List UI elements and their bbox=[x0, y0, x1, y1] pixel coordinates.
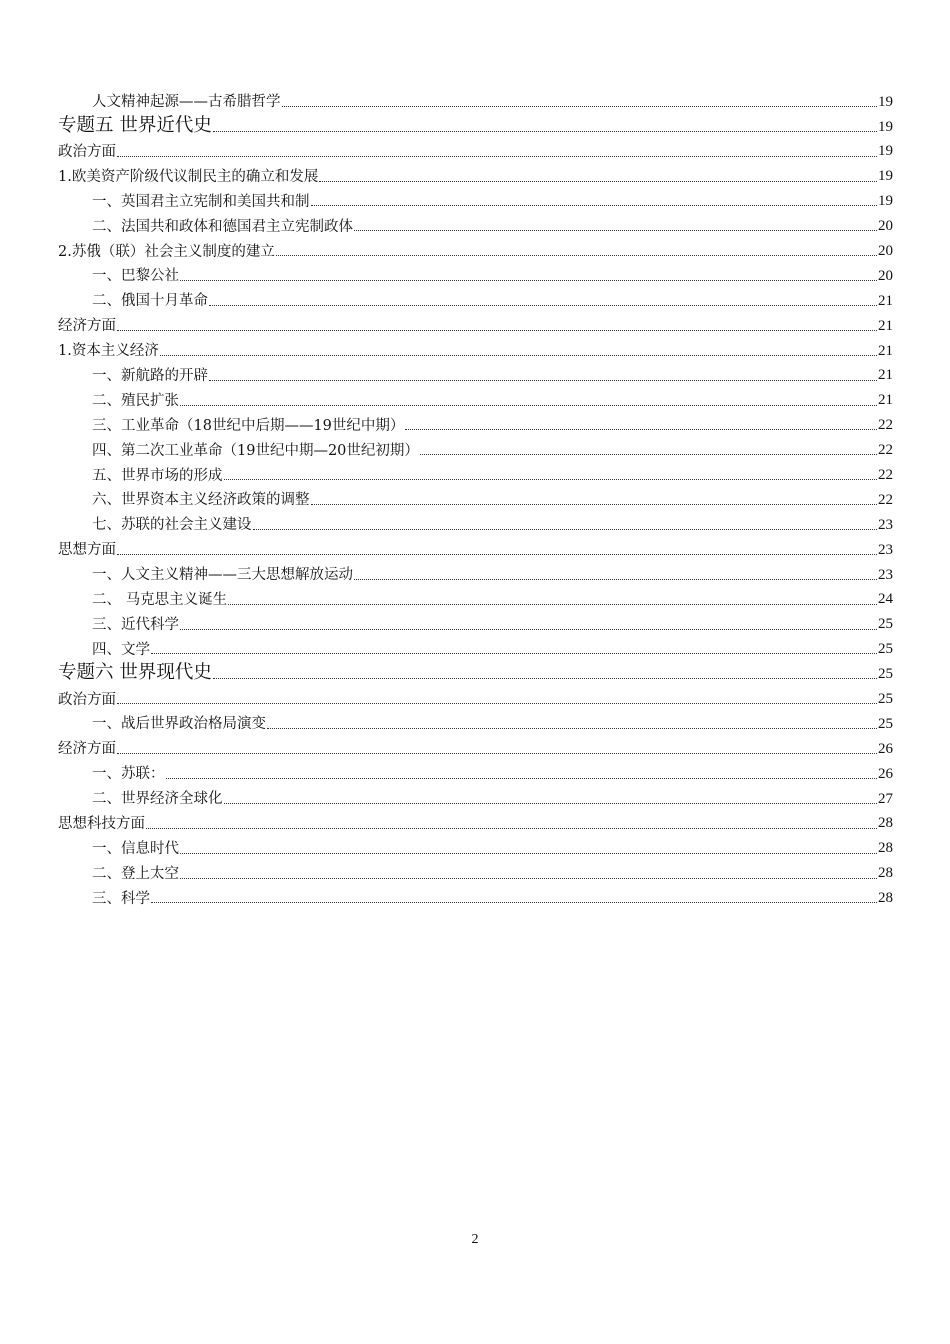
toc-entry-title: 人文精神起源——古希腊哲学 bbox=[92, 94, 281, 111]
toc-entry-title: 一、苏联： bbox=[92, 766, 165, 783]
toc-entry-title: 经济方面 bbox=[58, 318, 116, 335]
toc-dot-leader bbox=[420, 454, 877, 455]
table-of-contents bbox=[58, 86, 893, 907]
toc-page-number: 28 bbox=[878, 890, 893, 907]
toc-page-number: 21 bbox=[878, 342, 893, 359]
toc-page-number: 19 bbox=[878, 118, 893, 135]
toc-entry-title: 思想方面 bbox=[58, 542, 116, 559]
toc-dot-leader bbox=[213, 678, 877, 679]
toc-page-number: 19 bbox=[878, 168, 893, 185]
toc-dot-leader bbox=[146, 828, 877, 829]
toc-entry-title: 三、近代科学 bbox=[92, 616, 179, 633]
toc-entry[interactable] bbox=[58, 360, 893, 385]
toc-entry[interactable] bbox=[58, 509, 893, 534]
toc-entry-title: 1.欧美资产阶级代议制民主的确立和发展 bbox=[58, 168, 319, 185]
toc-entry-title: 二、登上太空 bbox=[92, 865, 179, 882]
toc-dot-leader bbox=[282, 106, 878, 107]
toc-entry[interactable] bbox=[58, 161, 893, 186]
toc-page-number: 23 bbox=[878, 541, 893, 558]
toc-dot-leader bbox=[224, 479, 878, 480]
toc-dot-leader bbox=[253, 529, 878, 530]
toc-page-number: 26 bbox=[878, 765, 893, 782]
toc-page-number: 20 bbox=[878, 242, 893, 259]
toc-dot-leader bbox=[180, 629, 877, 630]
toc-page-number: 25 bbox=[878, 666, 893, 683]
toc-entry[interactable] bbox=[58, 260, 893, 285]
toc-entry[interactable] bbox=[58, 210, 893, 235]
toc-dot-leader bbox=[117, 554, 877, 555]
toc-page-number: 21 bbox=[878, 317, 893, 334]
toc-entry-title: 2.苏俄（联）社会主义制度的建立 bbox=[58, 243, 275, 260]
toc-entry-title: 四、第二次工业革命（19世纪中期—20世纪初期） bbox=[92, 442, 419, 459]
toc-page-number: 19 bbox=[878, 193, 893, 210]
toc-entry-title: 一、信息时代 bbox=[92, 840, 179, 857]
toc-entry[interactable] bbox=[58, 708, 893, 733]
page-number: 2 bbox=[471, 1232, 479, 1247]
toc-entry-title: 专题六 世界现代史 bbox=[58, 662, 212, 684]
toc-page-number: 21 bbox=[878, 292, 893, 309]
toc-page-number: 28 bbox=[878, 815, 893, 832]
toc-page-number: 28 bbox=[878, 865, 893, 882]
toc-dot-leader bbox=[166, 778, 878, 779]
toc-dot-leader bbox=[311, 205, 878, 206]
toc-dot-leader bbox=[354, 230, 877, 231]
toc-entry-title: 二、世界经济全球化 bbox=[92, 791, 223, 808]
toc-dot-leader bbox=[213, 131, 877, 132]
toc-page-number: 21 bbox=[878, 392, 893, 409]
toc-dot-leader bbox=[180, 280, 877, 281]
toc-entry-title: 1.资本主义经济 bbox=[58, 343, 159, 360]
toc-page-number: 20 bbox=[878, 218, 893, 235]
toc-page-number: 19 bbox=[878, 143, 893, 160]
toc-entry-title: 四、文学 bbox=[92, 641, 150, 658]
toc-page-number: 25 bbox=[878, 616, 893, 633]
toc-page-number: 22 bbox=[878, 442, 893, 459]
toc-entry[interactable] bbox=[58, 310, 893, 335]
toc-entry-title: 三、科学 bbox=[92, 890, 150, 907]
toc-dot-leader bbox=[151, 902, 877, 903]
toc-entry[interactable] bbox=[58, 385, 893, 410]
toc-page-number: 27 bbox=[878, 790, 893, 807]
toc-entry-title: 专题五 世界近代史 bbox=[58, 114, 212, 136]
toc-dot-leader bbox=[209, 380, 877, 381]
toc-dot-leader bbox=[151, 653, 877, 654]
toc-page-number: 19 bbox=[878, 93, 893, 110]
toc-entry-title: 二、 马克思主义诞生 bbox=[92, 592, 228, 609]
toc-dot-leader bbox=[228, 604, 877, 605]
toc-dot-leader bbox=[311, 504, 878, 505]
toc-entry[interactable] bbox=[58, 136, 893, 161]
toc-dot-leader bbox=[180, 853, 877, 854]
toc-page-number: 24 bbox=[878, 591, 893, 608]
toc-page-number: 23 bbox=[878, 516, 893, 533]
toc-entry[interactable] bbox=[58, 534, 893, 559]
toc-entry[interactable] bbox=[58, 634, 893, 659]
toc-entry-title: 二、殖民扩张 bbox=[92, 392, 179, 409]
toc-dot-leader bbox=[180, 405, 877, 406]
toc-page-number: 22 bbox=[878, 491, 893, 508]
toc-chapter-entry[interactable] bbox=[58, 658, 893, 683]
toc-entry[interactable] bbox=[58, 883, 893, 908]
toc-entry-title: 一、巴黎公社 bbox=[92, 268, 179, 285]
toc-dot-leader bbox=[117, 156, 877, 157]
toc-page-number: 25 bbox=[878, 691, 893, 708]
toc-entry[interactable] bbox=[58, 609, 893, 634]
toc-entry[interactable] bbox=[58, 584, 893, 609]
toc-page-number: 23 bbox=[878, 566, 893, 583]
toc-entry[interactable] bbox=[58, 484, 893, 509]
toc-entry[interactable] bbox=[58, 833, 893, 858]
toc-entry[interactable] bbox=[58, 559, 893, 584]
toc-dot-leader bbox=[160, 355, 877, 356]
toc-page-number: 25 bbox=[878, 641, 893, 658]
toc-entry-title: 七、苏联的社会主义建设 bbox=[92, 517, 252, 534]
toc-dot-leader bbox=[224, 803, 878, 804]
toc-entry-title: 政治方面 bbox=[58, 691, 116, 708]
toc-entry-title: 二、法国共和政体和德国君主立宪制政体 bbox=[92, 218, 353, 235]
toc-entry-title: 一、战后世界政治格局演变 bbox=[92, 716, 266, 733]
toc-entry-title: 思想科技方面 bbox=[58, 816, 145, 833]
toc-entry[interactable] bbox=[58, 285, 893, 310]
toc-dot-leader bbox=[180, 878, 877, 879]
toc-entry-title: 二、俄国十月革命 bbox=[92, 293, 208, 310]
toc-entry-title: 五、世界市场的形成 bbox=[92, 467, 223, 484]
toc-entry[interactable] bbox=[58, 335, 893, 360]
toc-entry[interactable] bbox=[58, 733, 893, 758]
toc-page-number: 22 bbox=[878, 467, 893, 483]
toc-entry[interactable] bbox=[58, 235, 893, 260]
toc-page-number: 21 bbox=[878, 367, 893, 384]
toc-entry[interactable] bbox=[58, 459, 893, 484]
toc-entry-title: 一、人文主义精神——三大思想解放运动 bbox=[92, 567, 353, 584]
toc-entry-title: 六、世界资本主义经济政策的调整 bbox=[92, 492, 310, 509]
toc-dot-leader bbox=[354, 579, 877, 580]
toc-entry[interactable] bbox=[58, 858, 893, 883]
toc-dot-leader bbox=[209, 305, 877, 306]
toc-dot-leader bbox=[405, 429, 877, 430]
toc-dot-leader bbox=[117, 753, 877, 754]
toc-dot-leader bbox=[117, 703, 877, 704]
toc-entry-title: 三、工业革命（18世纪中后期——19世纪中期） bbox=[92, 417, 405, 434]
toc-page-number: 22 bbox=[878, 417, 893, 434]
toc-entry-title: 一、英国君主立宪制和美国共和制 bbox=[92, 193, 310, 210]
toc-entry-title: 经济方面 bbox=[58, 741, 116, 758]
toc-entry[interactable] bbox=[58, 808, 893, 833]
toc-page-number: 20 bbox=[878, 267, 893, 284]
toc-entry-title: 一、新航路的开辟 bbox=[92, 368, 208, 385]
toc-entry[interactable] bbox=[58, 434, 893, 459]
toc-dot-leader bbox=[319, 181, 877, 182]
toc-entry[interactable] bbox=[58, 783, 893, 808]
toc-entry[interactable] bbox=[58, 186, 893, 211]
toc-dot-leader bbox=[267, 728, 877, 729]
toc-chapter-entry[interactable] bbox=[58, 111, 893, 136]
toc-dot-leader bbox=[276, 255, 877, 256]
toc-entry[interactable] bbox=[58, 86, 893, 111]
toc-page-number: 28 bbox=[878, 840, 893, 857]
toc-page-number: 25 bbox=[878, 715, 893, 732]
toc-entry[interactable] bbox=[58, 410, 893, 435]
toc-entry[interactable] bbox=[58, 758, 893, 783]
toc-page-number: 26 bbox=[878, 740, 893, 757]
toc-entry[interactable] bbox=[58, 683, 893, 708]
toc-dot-leader bbox=[117, 330, 877, 331]
toc-entry-title: 政治方面 bbox=[58, 144, 116, 160]
